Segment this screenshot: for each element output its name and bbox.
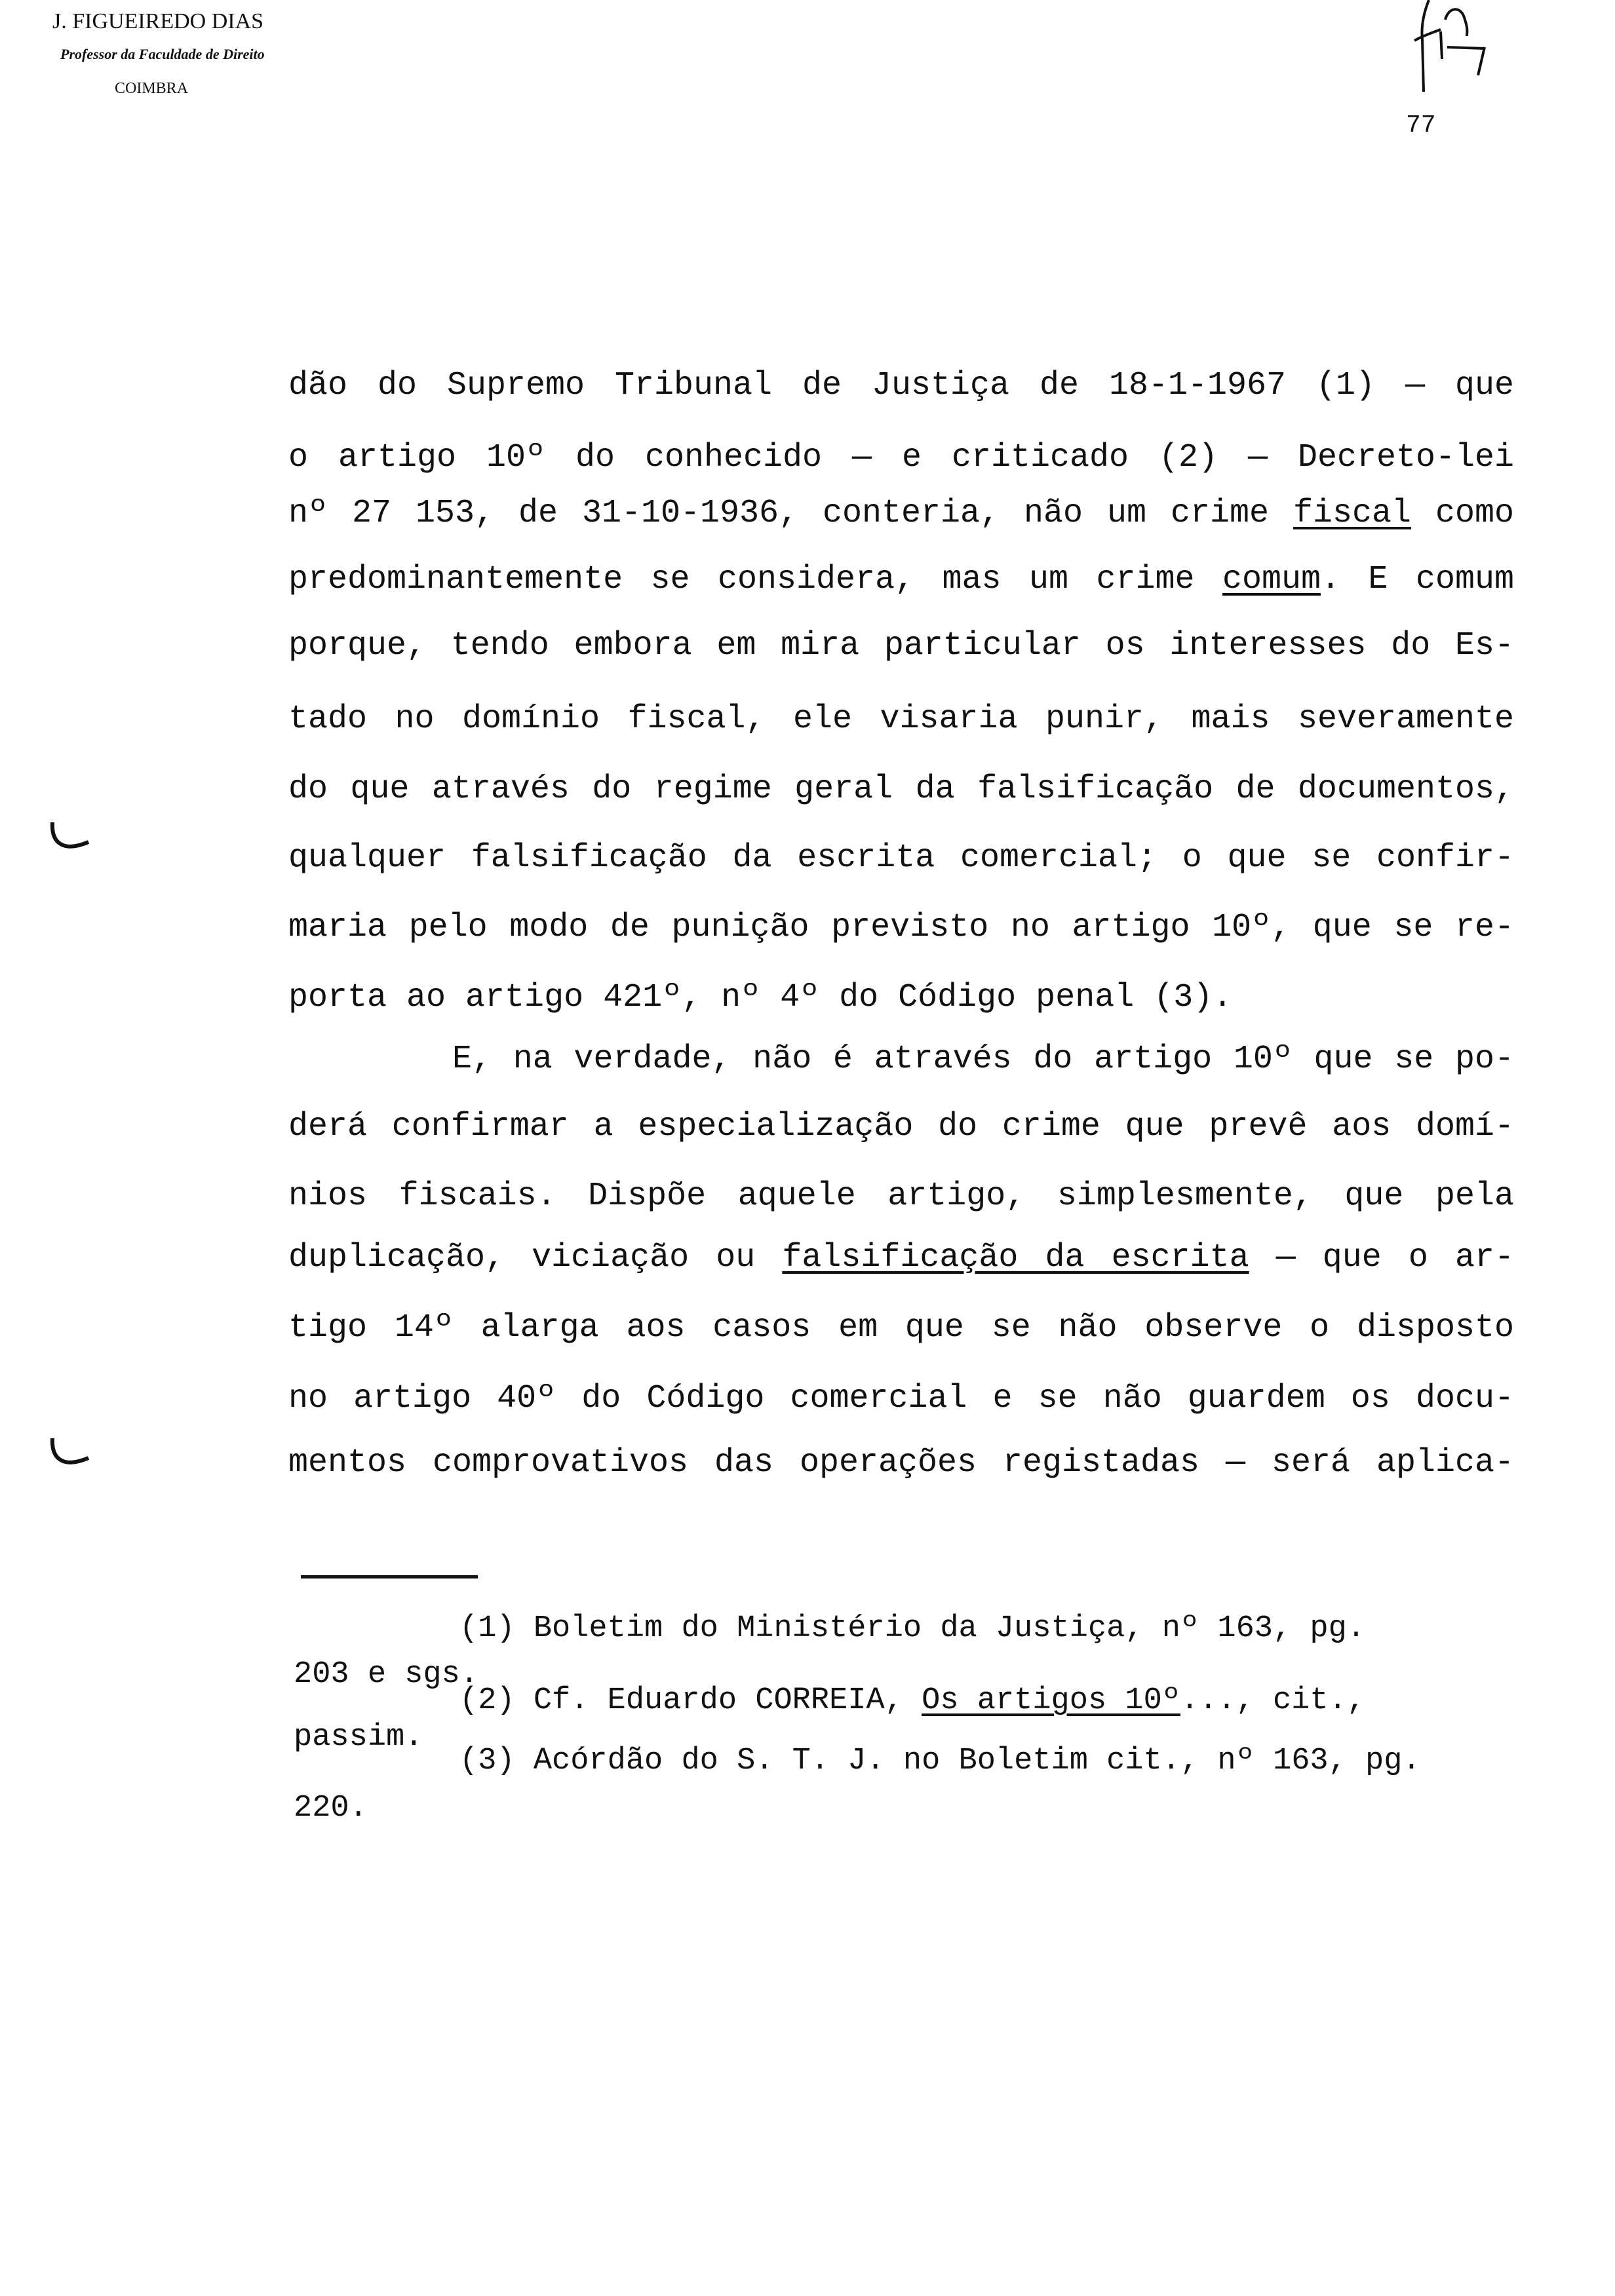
line-text: — que o ar- <box>1249 1239 1514 1276</box>
margin-bracket-mark <box>46 819 98 858</box>
letterhead-city: COIMBRA <box>115 80 189 97</box>
margin-bracket-mark <box>46 1435 98 1474</box>
body-line <box>288 908 1514 947</box>
line-text: . E comum <box>1321 561 1514 598</box>
handwritten-folio-mark <box>1409 0 1540 118</box>
underlined-text: fiscal <box>1293 495 1411 532</box>
footnote-3: (3) Acórdão do S. T. J. no Boletim cit., nº 163, pg. <box>459 1744 1421 1778</box>
footnote-rule <box>301 1575 478 1578</box>
page-number: 77 <box>1406 111 1436 140</box>
footnote-2 <box>459 1683 1365 1719</box>
body-line <box>288 978 1514 1018</box>
underlined-text: falsificação da escrita <box>782 1239 1249 1276</box>
body-line <box>288 494 1514 533</box>
footnote-2-suffix: ..., cit., <box>1180 1683 1366 1718</box>
line-text: dão do Supremo Tribunal de Justiça de 18-1-1967 (1) — que <box>288 367 1514 404</box>
underlined-text: comum <box>1222 561 1321 598</box>
line-text: do que através do regime geral da falsificação de documentos, <box>288 771 1514 808</box>
letterhead-title: Professor da Faculdade de Direito <box>60 46 265 62</box>
footnote-1: (1) Boletim do Ministério da Justiça, nº 163, pg. <box>459 1611 1366 1646</box>
body-line <box>288 438 1514 478</box>
footnote-3-continued: 220. <box>294 1791 368 1826</box>
line-text: mentos comprovativos das operações registadas — será aplica- <box>288 1444 1514 1482</box>
line-text: qualquer falsificação da escrita comercial; o que se confir- <box>288 839 1514 877</box>
body-line <box>288 1107 1514 1147</box>
footnote-1-continued: 203 e sgs. <box>294 1657 479 1692</box>
line-text: o artigo 10º do conhecido — e criticado (2) — Decreto-lei <box>288 439 1514 476</box>
line-text: maria pelo modo de punição previsto no artigo 10º, que se re- <box>288 909 1514 946</box>
line-text: duplicação, viciação ou <box>288 1239 783 1276</box>
footnote-2-prefix: (2) Cf. Eduardo CORREIA, <box>459 1683 922 1718</box>
line-text: tado no domínio fiscal, ele visaria punir, mais severamente <box>288 700 1514 738</box>
body-line <box>288 1444 1514 1483</box>
footnote-2-continued: passim. <box>294 1720 423 1755</box>
line-text: no artigo 40º do Código comercial e se não guardem os docu- <box>288 1380 1514 1417</box>
letterhead-name: J. FIGUEIREDO DIAS <box>52 9 264 33</box>
body-line <box>452 1040 1514 1079</box>
body-line <box>288 1309 1514 1348</box>
body-line <box>288 839 1514 878</box>
footnote-2-title: Os artigos 10º <box>922 1683 1180 1718</box>
body-line <box>288 700 1514 739</box>
body-line <box>288 1177 1514 1216</box>
body-line <box>288 1238 1514 1278</box>
line-text: derá confirmar a especialização do crime que prevê aos domí- <box>288 1108 1514 1145</box>
line-text: tigo 14º alarga aos casos em que se não observe o disposto <box>288 1309 1514 1347</box>
line-text: porta ao artigo 421º, nº 4º do Código penal (3). <box>288 979 1233 1016</box>
line-text: nios fiscais. Dispõe aquele artigo, simplesmente, que pela <box>288 1177 1514 1215</box>
line-text: como <box>1411 495 1514 532</box>
body-line <box>288 560 1514 600</box>
line-text: E, na verdade, não é através do artigo 10º que se po- <box>452 1041 1514 1078</box>
line-text: predominantemente se considera, mas um crime <box>288 561 1222 598</box>
body-line <box>288 1379 1514 1419</box>
body-line <box>288 366 1514 406</box>
line-text: nº 27 153, de 31-10-1936, conteria, não um crime <box>288 495 1293 532</box>
body-line <box>288 770 1514 809</box>
body-line <box>288 626 1514 666</box>
line-text: porque, tendo embora em mira particular os interesses do Es- <box>288 627 1514 664</box>
